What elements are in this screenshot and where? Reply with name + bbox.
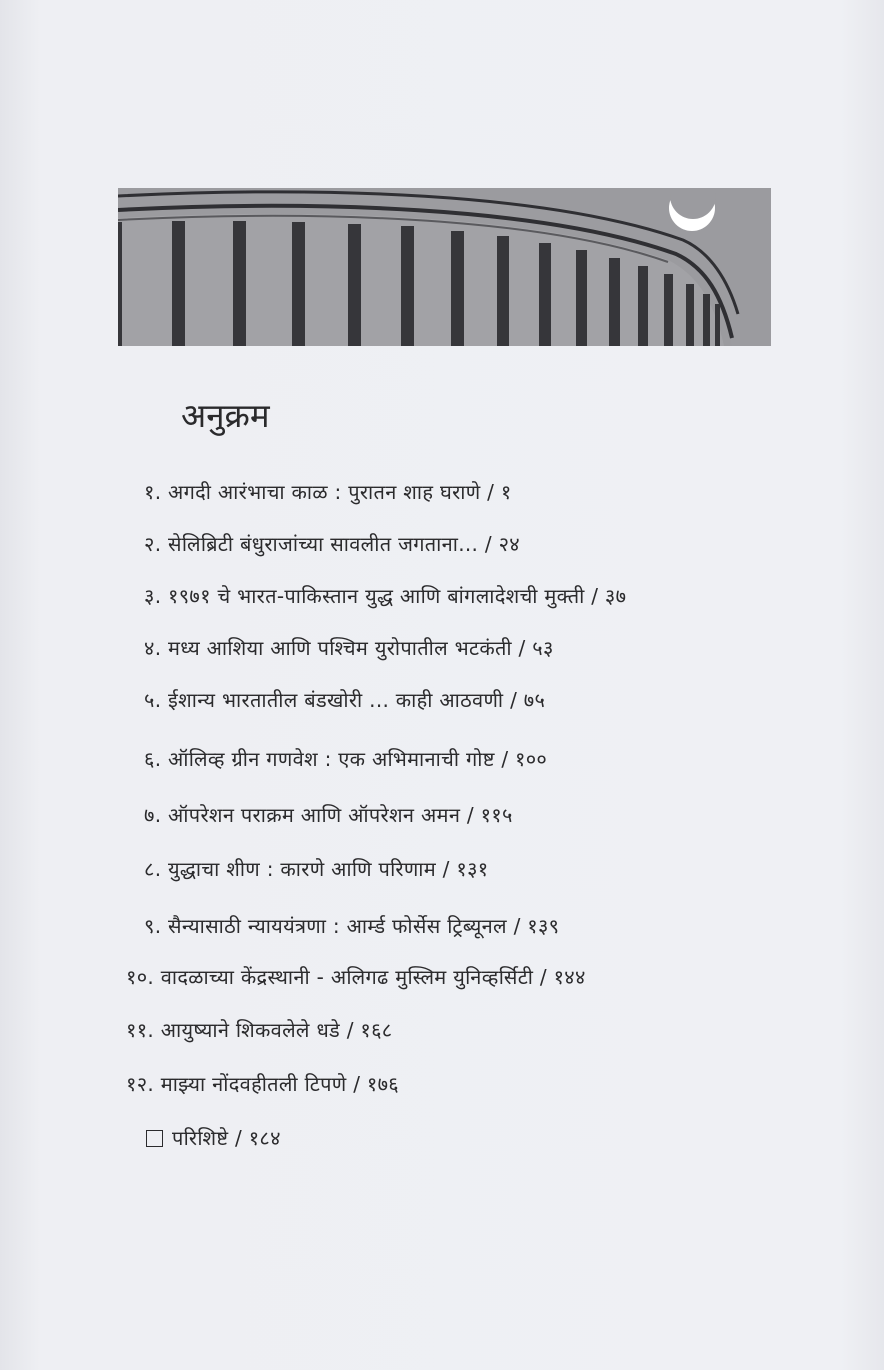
- square-box-icon: [146, 1130, 163, 1147]
- contents-item-8: [144, 855, 488, 882]
- contents-item-text: ऑपरेशन पराक्रम आणि ऑपरेशन अमन / ११५: [168, 803, 513, 827]
- parliament-banner-illustration: [118, 188, 771, 346]
- contents-item-5: [144, 686, 545, 713]
- contents-item-number: १२.: [126, 1072, 155, 1096]
- contents-item-text: युद्धाचा शीण : कारणे आणि परिणाम / १३१: [168, 857, 489, 881]
- contents-item-text: अगदी आरंभाचा काळ : पुरातन शाह घराणे / १: [168, 480, 512, 504]
- contents-item-text: ईशान्य भारतातील बंडखोरी ... काही आठवणी / ७५: [168, 688, 546, 712]
- contents-item-number: ६.: [144, 747, 162, 771]
- contents-item-number: ९.: [144, 914, 162, 938]
- contents-item-number: २.: [144, 532, 162, 556]
- contents-item-text: वादळाच्या केंद्रस्थानी - अलिगढ मुस्लिम युनिव्हर्सिटी / १४४: [160, 965, 586, 989]
- contents-item-number: १०.: [126, 965, 155, 989]
- contents-item-1: [144, 478, 512, 505]
- parliament-colonnade-icon: [118, 188, 771, 346]
- contents-item-7: [144, 801, 513, 828]
- contents-item-number: ८.: [144, 857, 162, 881]
- contents-item-number: ५.: [144, 688, 162, 712]
- contents-item-text: आयुष्याने शिकवलेले धडे / १६८: [160, 1018, 393, 1042]
- contents-item-number: १.: [144, 480, 162, 504]
- contents-item-11: [126, 1016, 393, 1043]
- contents-item-number: ७.: [144, 803, 162, 827]
- contents-item-text: सेलिब्रिटी बंधुराजांच्या सावलीत जगताना... / २४: [168, 532, 520, 556]
- contents-item-text: सैन्यासाठी न्याययंत्रणा : आर्म्ड फोर्सेस ट्रिब्यूनल / १३९: [168, 914, 560, 938]
- contents-item-text: ऑलिव्ह ग्रीन गणवेश : एक अभिमानाची गोष्ट / १००: [168, 747, 548, 771]
- contents-item-number: ११.: [126, 1018, 155, 1042]
- contents-item-text: मध्य आशिया आणि पश्चिम युरोपातील भटकंती / ५३: [168, 636, 554, 660]
- contents-item-text: १९७१ चे भारत-पाकिस्तान युद्ध आणि बांगलादेशची मुक्ती / ३७: [168, 584, 627, 608]
- contents-appendix-text: परिशिष्टे / १८४: [172, 1126, 281, 1150]
- contents-item-2: [144, 530, 520, 557]
- contents-appendix: [146, 1124, 281, 1151]
- contents-item-4: [144, 634, 554, 661]
- contents-item-3: [144, 582, 626, 609]
- contents-item-number: ४.: [144, 636, 162, 660]
- contents-title: अनुक्रम: [181, 396, 270, 435]
- contents-item-10: [126, 963, 586, 990]
- contents-item-text: माझ्या नोंदवहीतली टिपणे / १७६: [160, 1072, 400, 1096]
- contents-item-number: ३.: [144, 584, 162, 608]
- contents-item-12: [126, 1070, 399, 1097]
- contents-item-6: [144, 745, 547, 772]
- contents-item-9: [144, 912, 559, 939]
